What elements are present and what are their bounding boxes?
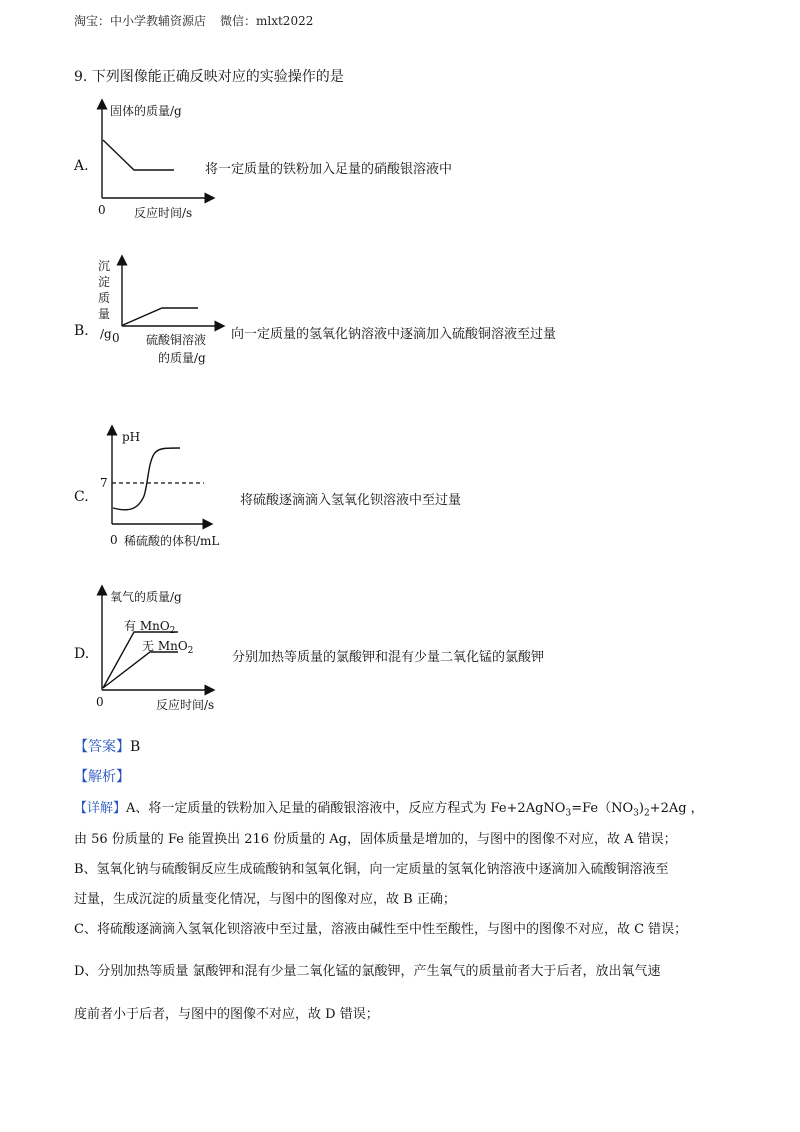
option-b-y-axis-4: 量 [98, 307, 111, 321]
detail-a-text-3: ) [638, 801, 644, 816]
option-c-ref-value: 7 [100, 476, 108, 490]
option-b-graph [94, 254, 224, 394]
detail-a-text-4: +2Ag ， [649, 801, 704, 816]
question-number: 9. [74, 69, 88, 85]
option-b-y-axis-2: 淀 [98, 275, 111, 289]
option-c-graph [100, 424, 240, 552]
option-b-text: 向一定质量的氢氧化钠溶液中逐滴加入硫酸铜溶液至过量 [231, 327, 557, 342]
option-a-origin: 0 [98, 203, 106, 217]
answer-tag: 【答案】 [74, 739, 130, 755]
detail-d-line2: 度前者小于后者，与图中的图像不对应，故 D 错误； [74, 1007, 379, 1022]
detail-a-sub-3: 2 [643, 808, 650, 819]
option-c-label: C. [74, 489, 89, 505]
detail-a-text-2: =Fe（NO [571, 801, 634, 816]
option-a-text: 将一定质量的铁粉加入足量的硝酸银溶液中 [205, 162, 453, 177]
option-c-text: 将硫酸逐滴滴入氢氧化钡溶液中至过量 [240, 493, 462, 508]
option-d-curve-without: 无 MnO$_2$ [142, 639, 194, 656]
option-a-label: A. [74, 158, 89, 174]
option-a-graph [94, 98, 214, 222]
detail-a-line1 [74, 797, 704, 819]
detail-tag: 【详解】 [74, 801, 127, 816]
option-b-y-axis-1: 沉 [98, 259, 111, 273]
detail-b-line1: B、氢氧化钠与硫酸铜反应生成硫酸钠和氢氧化铜，向一定质量的氢氧化钠溶液中逐滴加入硫酸铜溶液至 [74, 862, 669, 877]
option-b-x-axis-1: 硫酸铜溶液 [146, 333, 207, 347]
question-stem [74, 66, 344, 86]
option-b-x-axis-2: 的质量/g [158, 351, 206, 365]
analysis-tag: 【解析】 [74, 769, 130, 785]
question-text: 下列图像能正确反映对应的实验操作的是 [91, 69, 344, 85]
detail-c-line1: C、将硫酸逐滴滴入氢氧化钡溶液中至过量，溶液由碱性至中性至酸性，与图中的图像不对应，故 C 错误； [74, 922, 688, 937]
detail-a-sub-2: 3 [633, 808, 639, 819]
option-d-x-axis: 反应时间/s [156, 698, 215, 712]
option-d-origin: 0 [96, 695, 104, 709]
answer-value: B [130, 739, 141, 755]
header-shop: 淘宝：中小学教辅资源店 [74, 14, 207, 28]
option-b-origin: 0 [112, 331, 120, 345]
header-wechat: 微信：mlxt2022 [220, 14, 314, 28]
option-d-curve-with: 有 MnO$_2$ [124, 619, 176, 636]
option-a-x-axis: 反应时间/s [134, 206, 193, 220]
option-a-y-axis: 固体的质量/g [110, 104, 182, 118]
option-c-origin: 0 [110, 533, 118, 547]
option-d-text: 分别加热等质量的氯酸钾和混有少量二氧化锰的氯酸钾 [232, 650, 545, 665]
detail-a-sub-1: 3 [565, 808, 572, 819]
option-b-label: B. [74, 323, 89, 339]
detail-d-line1: D、分别加热等质量 氯酸钾和混有少量二氧化锰的氯酸钾，产生氧气的质量前者大于后者，放出氧气速 [74, 964, 661, 979]
detail-a-line2: 由 56 份质量的 Fe 能置换出 216 份质量的 Ag，固体质量是增加的，与图中的图像不对应，故 A 错误； [74, 832, 677, 847]
option-b-y-axis-3: 质 [98, 291, 111, 305]
option-d-label: D. [74, 646, 90, 662]
option-d-graph [94, 584, 244, 716]
detail-a-text-1: A、将一定质量的铁粉加入足量的硝酸银溶液中，反应方程式为 Fe+2AgNO [126, 801, 566, 816]
option-c-y-axis: pH [122, 430, 141, 444]
option-b-y-axis-5: /g [100, 327, 112, 341]
answer-line [74, 736, 140, 756]
detail-b-line2: 过量，生成沉淀的质量变化情况，与图中的图像对应，故 B 正确； [74, 892, 456, 907]
option-d-y-axis: 氧气的质量/g [110, 590, 182, 604]
option-c-x-axis: 稀硫酸的体积/mL [124, 534, 220, 548]
